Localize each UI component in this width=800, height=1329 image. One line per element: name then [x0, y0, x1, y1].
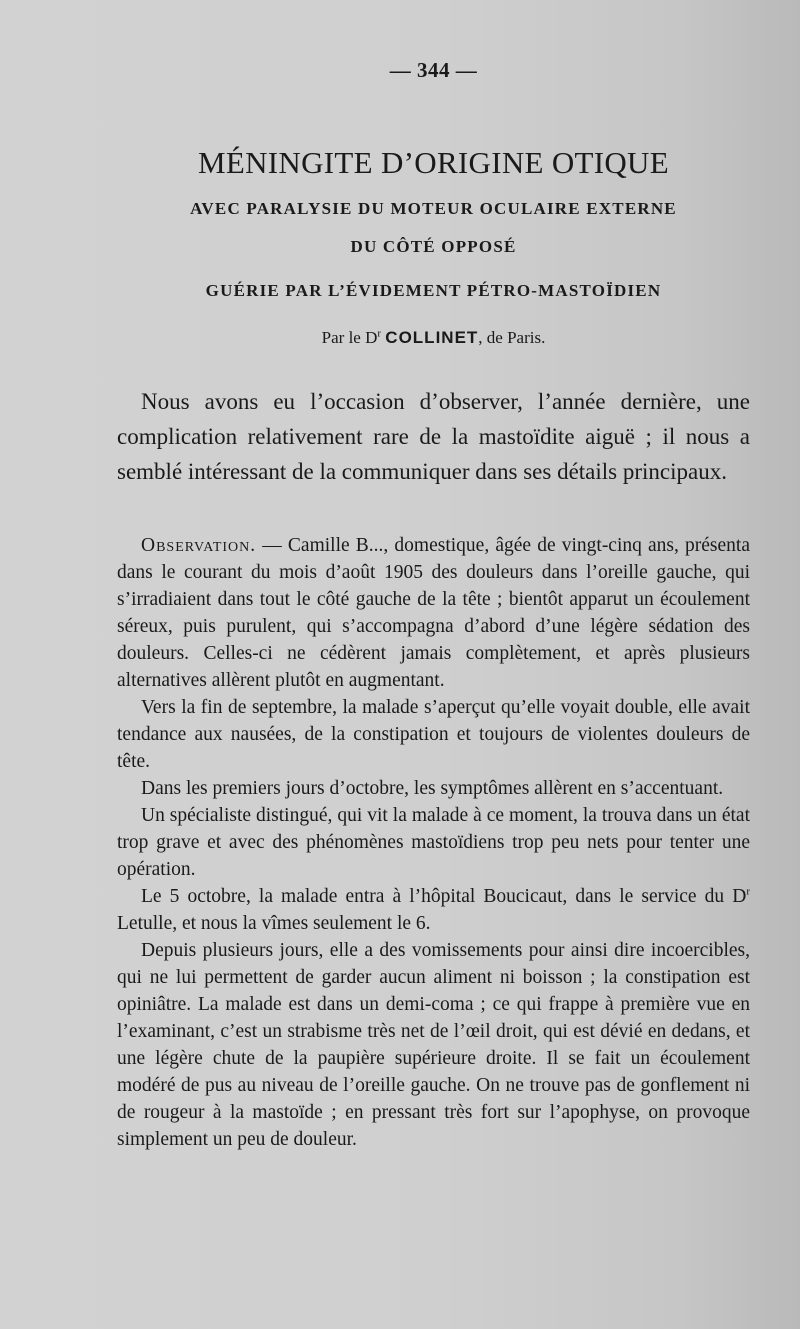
byline-prefix: Par le D	[321, 328, 378, 347]
byline-sup: r	[377, 327, 382, 340]
paragraph-6: Depuis plusieurs jours, elle a des vomissements pour ainsi dire incoercibles, qui ne lui permettent de garder aucun aliment ni boisson ; la constipation est opiniâtre. La malade est dans un demi-coma ; ce qui frappe à première vue en l’examinant, c’est un strabisme très net de l’œil droit, qui est dévié en dedans, et une légère chute de la paupière supérieure droite. Il se fait un écoulement modéré de pus au niveau de l’oreille gauche. On ne trouve pas de gonflement ni de rougeur à la mastoïde ; en pressant très fort sur l’apophyse, on provoque simplement un peu de douleur.	[117, 940, 750, 1150]
byline-suffix: , de Paris.	[478, 328, 546, 347]
observation-text: — Camille B..., domestique, âgée de vingt-cinq ans, présenta dans le courant du mois d’août 1905 des douleurs dans l’oreille gauche, qui s’irradiaient dans tout le côté gauche de la tête ; bientôt apparut un écoulement séreux, puis purulent, qui s’accompagna d’abord d’une légère sédation des douleurs. Celles-ci ne cédèrent jamais complètement, et après plusieurs alternatives allèrent plutôt en augmentant.	[117, 535, 750, 691]
observation-label: Observation.	[141, 535, 257, 556]
paragraph-4: Un spécialiste distingué, qui vit la malade à ce moment, la trouva dans un état trop grave et avec des phénomènes mastoïdiens trop peu nets pour tenter une opération.	[117, 805, 750, 880]
subtitle-line-3: GUÉRIE PAR L’ÉVIDEMENT PÉTRO-MASTOÏDIEN	[205, 281, 662, 300]
article-title: MÉNINGITE D’ORIGINE OTIQUE	[198, 145, 669, 180]
paragraph-observation	[117, 532, 750, 694]
page-number: — 344 —	[389, 58, 478, 82]
observation-body	[117, 532, 750, 1153]
subtitle-line-1: AVEC PARALYSIE DU MOTEUR OCULAIRE EXTERNE	[190, 199, 677, 218]
paragraph-5-sup: r	[746, 885, 750, 898]
paragraph-5	[117, 883, 750, 937]
byline	[117, 328, 750, 348]
paragraph-5-a: Le 5 octobre, la malade entra à l’hôpital Boucicaut, dans le service du D	[141, 886, 747, 907]
paragraph-3: Dans les premiers jours d’octobre, les symptômes allèrent en s’accentuant.	[141, 778, 724, 799]
paragraph-5-b: Letulle, et nous la vîmes seulement le 6.	[117, 913, 431, 934]
intro-paragraph: Nous avons eu l’occasion d’observer, l’année dernière, une complication relativement rare de la mastoïdite aiguë ; il nous a semblé intéressant de la communiquer dans ses détails principaux.	[117, 389, 750, 484]
paragraph-2: Vers la fin de septembre, la malade s’aperçut qu’elle voyait double, elle avait tendance aux nausées, de la constipation et toujours de violentes douleurs de tête.	[117, 697, 750, 772]
author-name: COLLINET	[385, 328, 479, 347]
subtitle-line-2: DU CÔTÉ OPPOSÉ	[350, 237, 517, 256]
